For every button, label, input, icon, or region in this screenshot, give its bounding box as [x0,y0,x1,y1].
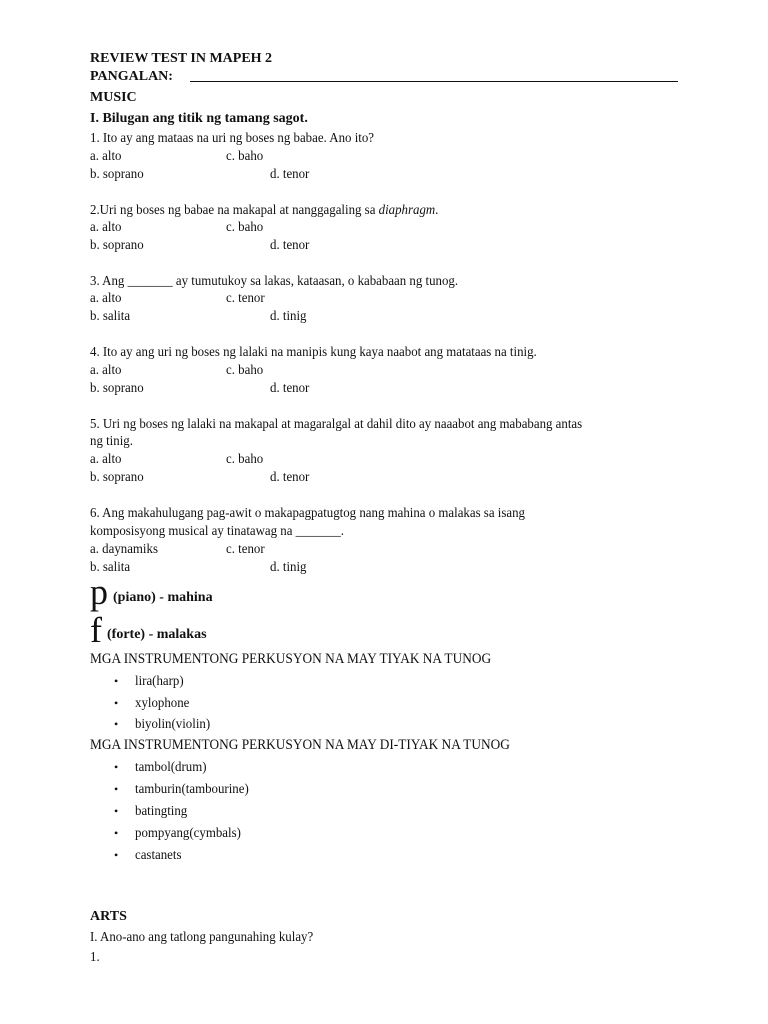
piano-label: (piano) - mahina [113,590,213,605]
question-2-choice-c: c. baho [226,220,264,235]
question-5-choice-a: a. alto [90,452,122,467]
question-5-text-line-2: ng tinig. [90,434,133,449]
question-5-text-line-1: 5. Uri ng boses ng lalaki na makapal at magaralgal at dahil dito ay naaabot ang mababang antas [90,417,583,432]
bullet-icon: • [114,804,119,818]
bullet-icon: • [114,760,119,774]
question-4-choice-d: d. tenor [270,381,310,396]
question-1-choice-b: b. soprano [90,167,144,182]
question-1-choice-a: a. alto [90,149,122,164]
question-5-choice-d: d. tenor [270,470,310,485]
question-3-text: 3. Ang _______ ay tumutukoy sa lakas, kataasan, o kababaan ng tunog. [90,274,459,289]
question-1-choice-c: c. baho [226,149,264,164]
worksheet-page: REVIEW TEST IN MAPEH 2 PANGALAN: MUSIC I. Bilugan ang titik ng tamang sagot. 1. Ito ay ang mataas na uri ng boses ng babae. Ano ito? a. alto c. baho b. soprano d. tenor 2.Uri ng boses ng babae na makapal at nanggagaling sa diaphragm. a. alto c. baho b. soprano d. tenor 3. Ang _______ ay tumutukoy sa lakas, kataasan, o kababaan ng tunog. a. alto c. tenor b. salita d. tinig 4. Ito ay ang uri ng boses ng lalaki na manipis kung kaya naabot ang matataas na tinig. a. alto c. baho b. soprano d. tenor 5. Uri ng boses ng lalaki na makapal at magaralgal at dahil dito ay naaabot ang mababang antas ng tinig. a. alto c. baho b. soprano d. tenor 6. Ang makahulugang pag-awit o makapagpatugtog nang mahina o malakas sa isang komposisyong musical ay tinatawag na _______. a. daynamiks c. tenor b. salita d. tinig p (piano) - mahina f (forte) - malakas MGA INSTRUMENTONG PERKUSYON NA MAY TIYAK NA TUNOG • lira(harp) • xylophone • biyolin(violin) MGA INSTRUMENTONG PERKUSYON NA MAY DI-TIYAK NA TUNOG • tambol(drum) • tamburin(tambourine) • batingting • pompyang(cymbals) • castanets ARTS I. Ano-ano ang tatlong pangunahing kulay? 1. [0,0,768,1024]
question-2-choice-d: d. tenor [270,238,310,253]
section-arts-heading: ARTS [90,909,127,924]
question-6-choice-b: b. salita [90,560,131,575]
question-6-text-line-2: komposisyong musical ay tinatawag na _______. [90,524,344,539]
question-6-choice-d: d. tinig [270,560,307,575]
unpitched-percussion-heading: MGA INSTRUMENTONG PERKUSYON NA MAY DI-TIYAK NA TUNOG [90,737,510,753]
pitched-percussion-heading: MGA INSTRUMENTONG PERKUSYON NA MAY TIYAK NA TUNOG [90,651,492,667]
arts-question: I. Ano-ano ang tatlong pangunahing kulay? [90,930,314,945]
bullet-icon: • [114,848,119,862]
forte-label: (forte) - malakas [107,627,207,642]
question-1-text: 1. Ito ay ang mataas na uri ng boses ng babae. Ano ito? [90,131,375,146]
instruction-text: I. Bilugan ang titik ng tamang sagot. [90,111,308,126]
bullet-icon: • [114,674,119,688]
question-3-choice-c: c. tenor [226,291,265,306]
page-title: REVIEW TEST IN MAPEH 2 [90,51,273,66]
question-2-choice-a: a. alto [90,220,122,235]
bullet-icon: • [114,717,119,731]
bullet-icon: • [114,696,119,710]
question-6-choice-c: c. tenor [226,542,265,557]
question-1-choice-d: d. tenor [270,167,310,182]
question-2-choice-b: b. soprano [90,238,144,253]
arts-answer-1: 1. [90,950,100,965]
bullet-icon: • [114,782,119,796]
question-3-choice-a: a. alto [90,291,122,306]
question-5-choice-b: b. soprano [90,470,144,485]
name-label: PANGALAN: [90,69,173,84]
section-music-heading: MUSIC [90,90,137,105]
question-4-choice-b: b. soprano [90,381,144,396]
forte-symbol: f [90,610,102,650]
question-3-choice-b: b. salita [90,309,131,324]
question-4-choice-c: c. baho [226,363,264,378]
piano-symbol: p [90,572,108,612]
name-blank-line [190,81,678,82]
question-4-choice-a: a. alto [90,363,122,378]
bullet-icon: • [114,826,119,840]
question-4-text: 4. Ito ay ang uri ng boses ng lalaki na manipis kung kaya naabot ang matataas na tinig. [90,345,537,360]
question-2-text: 2.Uri ng boses ng babae na makapal at nanggagaling sa diaphragm. [90,203,439,218]
question-5-choice-c: c. baho [226,452,264,467]
question-2-emphasis: diaphragm [378,203,436,218]
question-6-choice-a: a. daynamiks [90,542,158,557]
question-6-text-line-1: 6. Ang makahulugang pag-awit o makapagpatugtog nang mahina o malakas sa isang [90,506,525,521]
question-3-choice-d: d. tinig [270,309,307,324]
